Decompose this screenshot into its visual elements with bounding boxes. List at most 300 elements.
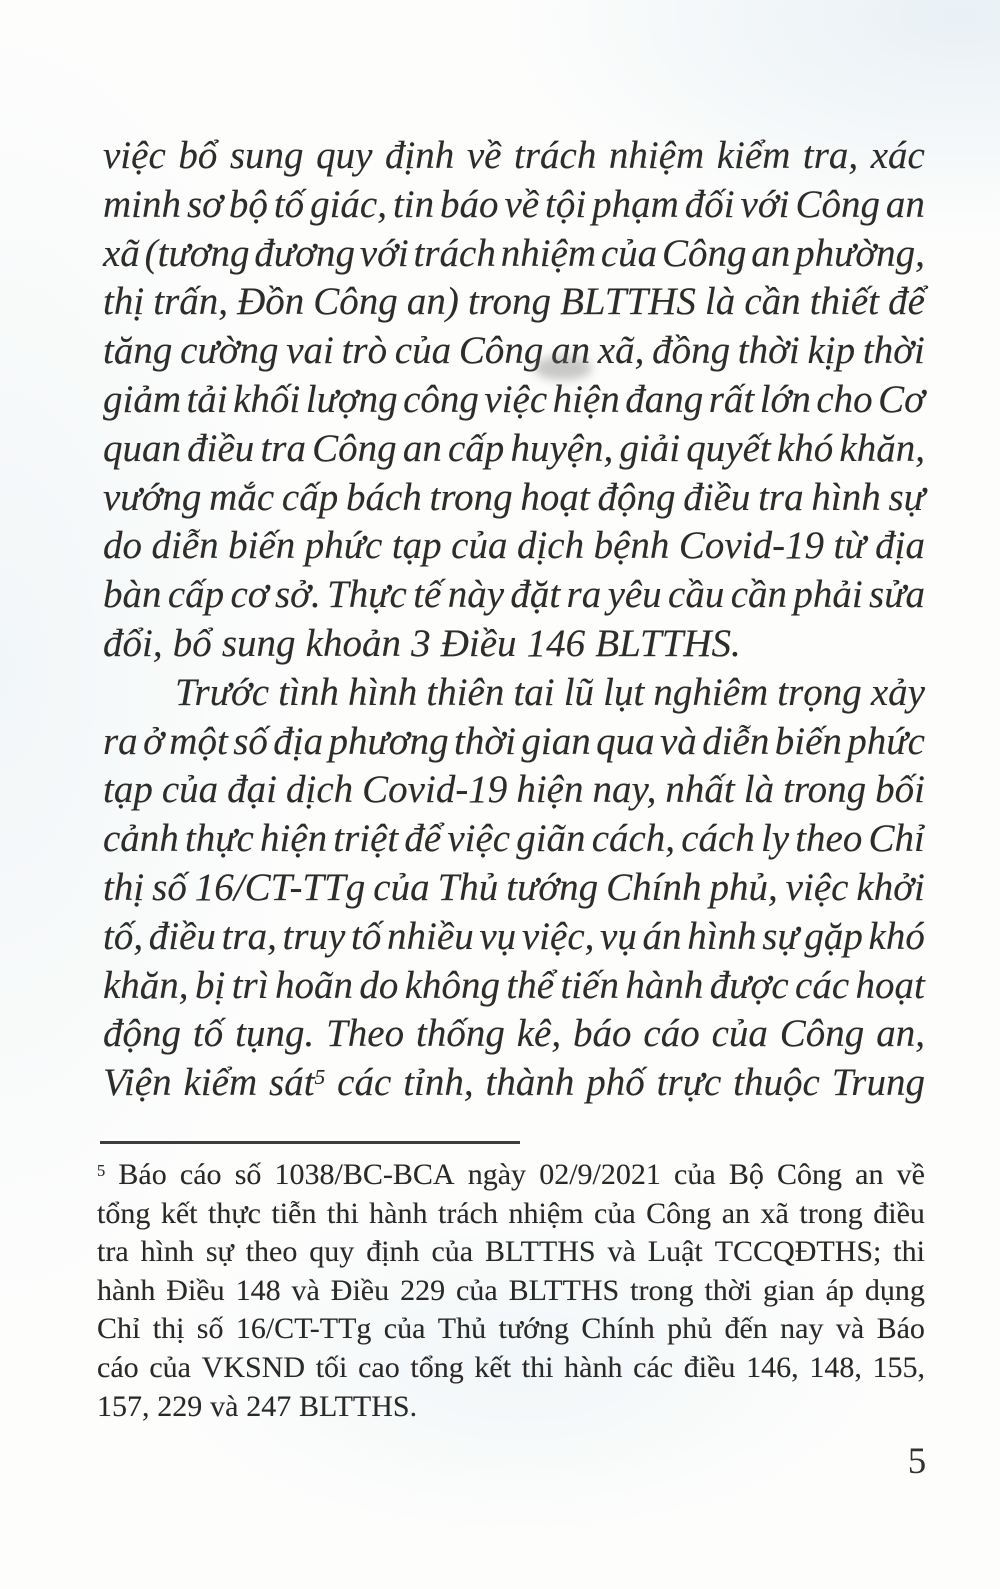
word: hình [140,1235,194,1269]
word: thuộc [733,1061,820,1105]
word: kiểm [183,1061,258,1105]
word: tin [392,182,435,226]
word: đương [254,231,355,275]
word: Cơ [878,377,925,421]
word: khối [233,377,301,421]
word: Luật [647,1235,703,1269]
word: của [600,231,658,275]
word: phức [304,524,383,568]
word: báo [440,182,499,226]
word: Đồn [237,280,305,324]
word: về [504,182,540,226]
word: trong [429,475,513,519]
word: tố [273,182,305,226]
word: xã [760,1196,789,1230]
word: từ [833,524,866,568]
word: việc, [521,914,595,958]
word: phủ, [709,865,778,909]
word: được [709,963,789,1007]
word: cáo [643,1012,700,1056]
word: thống [416,1012,505,1056]
word: nhiều [387,914,474,958]
text-line [103,278,925,327]
word: với [740,182,790,226]
word: xảy [870,670,925,714]
word: BLTTHS [508,1273,620,1307]
word: BLTTHS. [595,621,741,665]
word: đối [684,182,735,226]
word: việc [103,134,166,177]
word: ra [103,719,138,763]
word: đổi, [103,621,163,665]
word: Báo [118,1158,167,1191]
word: hoãn [274,963,353,1007]
word: cấp [447,426,505,470]
word: 146, [746,1350,799,1384]
word: hành [369,1196,428,1230]
word: truy [282,914,346,958]
word: thể [506,963,555,1007]
word: đến [724,1312,768,1346]
word: để [888,280,925,324]
word: cảnh [103,817,179,861]
word: qua [596,719,655,763]
word: xác [870,134,925,177]
word: khăn, [839,426,925,470]
word: hành [625,963,704,1007]
word: bệnh [593,524,670,568]
word: Viện [103,1061,172,1105]
word: tướng [498,1312,569,1346]
word: Theo [326,1012,405,1056]
word: điều [187,426,255,470]
word: hoạt [855,963,925,1007]
word: tổng [410,1350,464,1384]
word: của [594,1196,636,1230]
text-line [103,815,925,864]
footnote-line [97,1156,925,1195]
text-line [103,913,925,962]
word: điều [873,1196,925,1230]
word: của [373,865,430,909]
word: an [855,1158,884,1191]
footnote-block [97,1156,925,1426]
word: tối [315,1350,348,1384]
word: Bộ [728,1158,764,1191]
word: Chính [606,865,702,909]
word: giãn [516,817,586,861]
word: thực [208,1196,261,1230]
word: Công [795,182,880,226]
word: tăng [103,329,173,373]
word: nhiệm [500,231,596,275]
word: thực [184,817,254,861]
word: an [751,231,791,275]
word: 16/CT-TTg [235,1312,372,1346]
word: minh [103,182,181,226]
word: ngày [467,1158,527,1191]
word: cáo [179,1158,222,1191]
word: sung [229,134,304,177]
word: xã, [597,329,645,373]
word: Công [458,329,544,373]
word: công [403,377,479,421]
word: tỉnh, [403,1061,474,1105]
word: án [642,914,682,958]
word: kịp [807,329,856,373]
word: Chỉ [868,817,925,861]
word: hành [97,1273,156,1307]
word: khởi [856,865,925,909]
word: hiện [552,377,620,421]
text-line [103,669,925,718]
word: 146 [526,621,586,665]
word: sát$^5$ [269,1061,326,1105]
word: Thực [327,573,407,617]
word: khó [868,914,925,958]
word: đại [227,768,277,812]
word: sự [205,1235,234,1269]
word: thi [521,1350,554,1384]
word: kết [474,1350,512,1384]
text-line [103,181,925,230]
word: diễn [151,524,219,568]
word: dịch [516,524,585,568]
word: 157, [97,1389,150,1423]
word: Công [661,231,747,275]
word: ở [143,719,164,763]
word: của [149,1350,191,1384]
word: bổ [178,134,218,177]
text-line [103,425,925,474]
word: nhất [665,768,735,812]
word: hiện [259,817,328,861]
word: Covid-19 [678,524,825,568]
word: lũ [563,670,595,714]
word: hình [687,914,757,958]
word: tụng. [235,1012,315,1056]
word: Điều [330,1273,390,1307]
word: về [466,134,502,177]
word: khó [776,426,834,470]
word: lớn [759,377,811,421]
word: Công [777,1158,843,1191]
word: này [447,573,504,617]
word: khoản [305,621,401,665]
page-number: 5 [907,1441,927,1482]
word: an [402,426,442,470]
word: số [233,719,268,763]
word: bộ [228,182,268,226]
word: của [161,768,219,812]
word: thị [152,1312,185,1346]
word: giác, [310,182,387,226]
word: trong [630,1273,694,1307]
word: của [383,1312,426,1346]
word: tố [192,1012,224,1056]
word: tiến [560,963,619,1007]
word: bổ [172,621,212,665]
word: trò [341,329,388,373]
text-line [103,962,925,1011]
word: trấn, [153,280,228,324]
footnote-line [97,1310,925,1349]
word: phường, [795,231,925,275]
word: Công [779,1012,865,1056]
word: nghiêm [653,670,769,714]
word: Điều [440,621,517,665]
word: cường [180,329,279,373]
word: khăn, [103,963,189,1007]
word: của [394,329,452,373]
word: bối [875,768,925,812]
word: Trung [831,1061,925,1105]
word: địa [875,524,925,568]
word: phủ [667,1312,713,1346]
word: phức [847,719,925,763]
word: biến [774,719,842,763]
word: của [711,1012,768,1056]
word: tai [513,670,555,714]
word: trì [231,963,269,1007]
word: BLTTHS. [299,1389,418,1423]
word: đồng [652,329,731,373]
word: vụ [479,914,517,958]
word: các [337,1061,392,1105]
word: ra [566,573,602,617]
word: BLTTHS [560,280,696,324]
word: để [404,817,442,861]
word: 229 [157,1389,203,1423]
word: lượng [305,377,398,421]
word: cần [730,573,787,617]
text-line [103,620,925,669]
word: Thủ [437,1312,487,1346]
word: thi [893,1235,925,1269]
word: gặp [804,914,863,958]
word: và [291,1273,320,1307]
word: tạp [103,768,153,812]
word: tra [97,1235,129,1269]
word: do [103,524,142,568]
word: sung [221,621,296,665]
word: dụng [864,1273,925,1307]
word: hình [347,670,418,714]
word: theo [245,1235,298,1269]
word: nay [780,1312,824,1346]
word: tiễn [271,1196,317,1230]
word: Công [646,1196,712,1230]
word: Công [312,426,397,470]
word: biến [228,524,296,568]
word: kết [160,1196,198,1230]
word: động [103,1012,181,1056]
word: cho [816,377,873,421]
word: theo [795,817,863,861]
word: số [196,1312,224,1346]
text-line [103,474,925,523]
word: cấp [167,573,225,617]
word: 16/CT-TTg [194,865,366,909]
word: của [456,1273,498,1307]
word: 5 [97,1160,106,1180]
word: thị [103,865,145,909]
word: cấp [281,475,339,519]
word: ly [760,817,790,861]
text-line [103,522,925,571]
word: thời [862,329,925,373]
word: báo [573,1012,632,1056]
word: diễn [702,719,770,763]
word: kiểm [716,134,791,177]
word: và [607,1235,636,1269]
word: nhiệm [608,134,705,177]
word: trực [656,1061,722,1105]
word: cách [681,817,755,861]
word: Báo [876,1312,925,1346]
word: phố [586,1061,645,1105]
word: 1038/BC-BCA [274,1158,455,1191]
word: TCCQĐTHS; [714,1235,882,1269]
word: một [169,719,228,763]
word: hình [811,475,881,519]
word: bị [194,963,226,1007]
word: là [743,768,775,812]
word: gian [762,1273,815,1307]
footnote-line [97,1195,925,1234]
word: an [721,1196,751,1230]
word: thị [103,280,145,324]
word: thời [453,719,516,763]
word: tố [351,914,382,958]
word: gian [521,719,591,763]
word: tạp [391,524,442,568]
word: 148, [809,1350,862,1384]
word: đặt [510,573,561,617]
word: Chỉ [97,1312,141,1346]
word: việc [484,377,548,421]
word: hành [564,1350,623,1384]
word: với [359,231,409,275]
word: thành [485,1061,575,1105]
word: việc [447,817,511,861]
word: Thủ [437,865,499,909]
word: số [152,865,187,909]
word: quyết [686,426,771,470]
word: tội [545,182,587,226]
word: bàn [103,573,162,617]
word: là [704,280,736,324]
scan-smudge [534,356,592,380]
word: điều [148,914,216,958]
word: an, [876,1012,925,1056]
text-line [103,132,925,181]
word: quan [103,426,181,470]
word: tra, [802,134,859,177]
word: rất [708,377,755,421]
word: tải [186,377,228,421]
footnote-separator [100,1141,520,1144]
word: cách, [591,817,676,861]
word: triệt [333,817,399,861]
word: phạm [592,182,679,226]
word: 229 [400,1273,446,1307]
word: sự [762,914,799,958]
word: của [431,1235,474,1269]
word: không [404,963,501,1007]
word: 02/9/2021 [539,1158,661,1191]
word: vướng [103,475,202,519]
word: kê, [516,1012,562,1056]
word: tra [260,426,306,470]
word: xã [103,231,140,275]
word: Điều [166,1273,225,1307]
word: huyện, [510,426,614,470]
main-text-block [103,132,925,1108]
word: cơ [230,573,269,617]
footnote-line [97,1349,925,1388]
word: Trước [175,670,270,714]
word: trong [799,1196,863,1230]
word: điều [683,1350,736,1384]
word: cao [358,1350,400,1384]
word: mắc [209,475,275,519]
word: áp [825,1273,854,1307]
text-line [103,571,925,620]
word: 148 [235,1273,281,1307]
word: về [896,1158,925,1191]
word: 155, [872,1350,925,1384]
word: sở. [274,573,321,617]
word: tra [758,475,804,519]
word: yêu [607,573,662,617]
word: trong [783,768,867,812]
text-line [103,1059,925,1108]
word: điều [683,475,751,519]
footnote-line [97,1388,925,1427]
word: Covid-19 [362,768,508,812]
word: nay, [592,768,657,812]
word: BLTTHS [485,1235,596,1269]
word: trọng [777,670,862,714]
word: an) [406,280,459,324]
word: và [210,1389,239,1423]
text-line [103,376,925,425]
word: đang [625,377,704,421]
word: 247 [246,1389,292,1423]
word: định [384,134,455,177]
word: tổng [97,1196,151,1230]
word: hiện [516,768,584,812]
word: (tương [144,231,250,275]
word: Chính [581,1312,655,1346]
word: giải [619,426,681,470]
word: các [633,1350,674,1384]
text-line [103,327,925,376]
word: trách [514,134,597,177]
word: thiết [809,280,880,324]
word: dịch [286,768,354,812]
word: trong [467,280,552,324]
text-line [103,230,925,279]
word: thiên [426,670,505,714]
word: tướng [506,865,599,909]
word: cần [744,280,801,324]
word: VKSND [201,1350,306,1384]
word: quy [316,134,373,177]
word: vụ [600,914,637,958]
word: Công [313,280,398,324]
